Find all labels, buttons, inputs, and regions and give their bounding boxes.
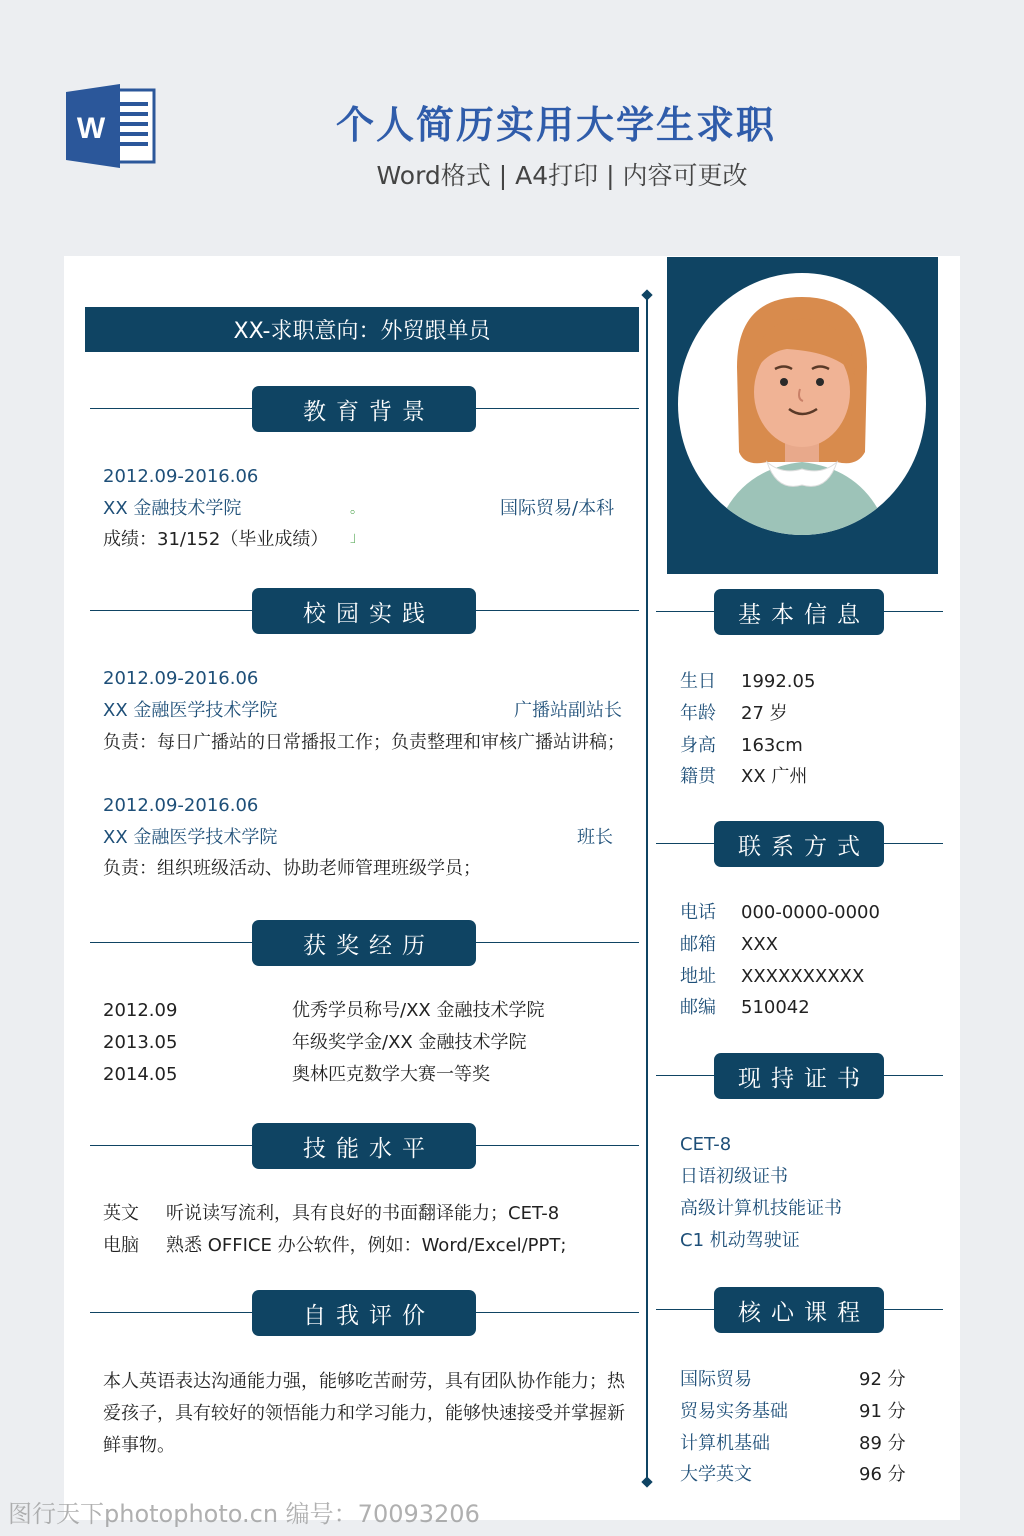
- education-date: 2012.09-2016.06: [103, 466, 259, 487]
- contact-label: 邮编: [680, 997, 716, 1018]
- section-self-eval-heading: 自我评价: [252, 1290, 476, 1336]
- stray-mark: 。: [350, 501, 364, 517]
- watermark: 图行天下photophoto.cn 编号：70093206: [8, 1500, 480, 1528]
- photo-frame: [667, 257, 938, 574]
- contact-label: 地址: [680, 966, 716, 987]
- contact-value: 000-0000-0000: [741, 902, 880, 923]
- campus-date: 2012.09-2016.06: [103, 795, 259, 816]
- award-name: 奥林匹克数学大赛一等奖: [292, 1064, 490, 1085]
- award-date: 2013.05: [103, 1032, 178, 1053]
- course-score: 89 分: [859, 1433, 906, 1454]
- contact-value: 510042: [741, 997, 810, 1018]
- course-score: 92 分: [859, 1369, 906, 1390]
- campus-desc: 负责：组织班级活动、协助老师管理班级学员；: [103, 858, 481, 879]
- campus-school: XX 金融医学技术学院: [103, 700, 278, 721]
- course-name: 贸易实务基础: [680, 1401, 788, 1422]
- page-title: 个人简历实用大学生求职: [335, 103, 776, 147]
- skill-desc: 熟悉 OFFICE 办公软件，例如：Word/Excel/PPT;: [166, 1235, 567, 1256]
- avatar: [667, 257, 938, 574]
- section-basic-info-heading: 基本信息: [714, 589, 884, 635]
- course-score: 91 分: [859, 1401, 906, 1422]
- info-label: 身高: [680, 735, 716, 756]
- award-date: 2014.05: [103, 1064, 178, 1085]
- stray-mark-2: 」: [350, 530, 364, 546]
- self-eval-line: 本人英语表达沟通能力强，能够吃苦耐劳，具有团队协作能力；热: [103, 1371, 625, 1392]
- section-certificates-heading: 现持证书: [714, 1053, 884, 1099]
- info-label: 籍贯: [680, 766, 716, 787]
- info-label: 生日: [680, 671, 716, 692]
- info-value: XX 广州: [741, 766, 808, 787]
- certificate-item: 高级计算机技能证书: [680, 1198, 842, 1219]
- course-name: 大学英文: [680, 1464, 752, 1485]
- section-skills-heading: 技能水平: [252, 1123, 476, 1169]
- info-label: 年龄: [680, 703, 716, 724]
- skill-label: 英文: [103, 1203, 139, 1224]
- course-score: 96 分: [859, 1464, 906, 1485]
- skill-desc: 听说读写流利，具有良好的书面翻译能力；CET-8: [166, 1203, 560, 1224]
- self-eval-line: 爱孩子，具有较好的领悟能力和学习能力，能够快速接受并掌握新: [103, 1403, 625, 1424]
- info-value: 163cm: [741, 735, 803, 756]
- certificate-item: C1 机动驾驶证: [680, 1230, 800, 1251]
- contact-label: 邮箱: [680, 934, 716, 955]
- svg-text:W: W: [76, 112, 106, 145]
- contact-value: XXXXXXXXXX: [741, 966, 865, 987]
- certificate-item: 日语初级证书: [680, 1166, 788, 1187]
- vertical-divider: [646, 292, 648, 1482]
- section-awards-heading: 获奖经历: [252, 920, 476, 966]
- section-courses-heading: 核心课程: [714, 1287, 884, 1333]
- award-date: 2012.09: [103, 1000, 178, 1021]
- section-campus-heading: 校园实践: [252, 588, 476, 634]
- campus-date: 2012.09-2016.06: [103, 668, 259, 689]
- course-name: 国际贸易: [680, 1369, 752, 1390]
- course-name: 计算机基础: [680, 1433, 770, 1454]
- section-contact-heading: 联系方式: [714, 821, 884, 867]
- campus-role: 班长: [577, 827, 613, 848]
- skill-label: 电脑: [103, 1235, 139, 1256]
- education-school: XX 金融技术学院: [103, 498, 242, 519]
- award-name: 年级奖学金/XX 金融技术学院: [292, 1032, 527, 1053]
- contact-label: 电话: [680, 902, 716, 923]
- campus-desc: 负责：每日广播站的日常播报工作；负责整理和审核广播站讲稿；: [103, 732, 625, 753]
- contact-value: XXX: [741, 934, 778, 955]
- self-eval-line: 鲜事物。: [103, 1435, 175, 1456]
- award-name: 优秀学员称号/XX 金融技术学院: [292, 1000, 545, 1021]
- campus-school: XX 金融医学技术学院: [103, 827, 278, 848]
- info-value: 1992.05: [741, 671, 816, 692]
- certificate-item: CET-8: [680, 1134, 732, 1155]
- job-objective-bar: XX-求职意向：外贸跟单员: [85, 307, 639, 352]
- section-education-heading: 教育背景: [252, 386, 476, 432]
- page-subtitle: Word格式 | A4打印 | 内容可更改: [376, 161, 748, 190]
- education-major: 国际贸易/本科: [500, 498, 615, 519]
- campus-role: 广播站副站长: [514, 700, 622, 721]
- education-grade: 成绩：31/152（毕业成绩）: [103, 529, 329, 550]
- info-value: 27 岁: [741, 703, 788, 724]
